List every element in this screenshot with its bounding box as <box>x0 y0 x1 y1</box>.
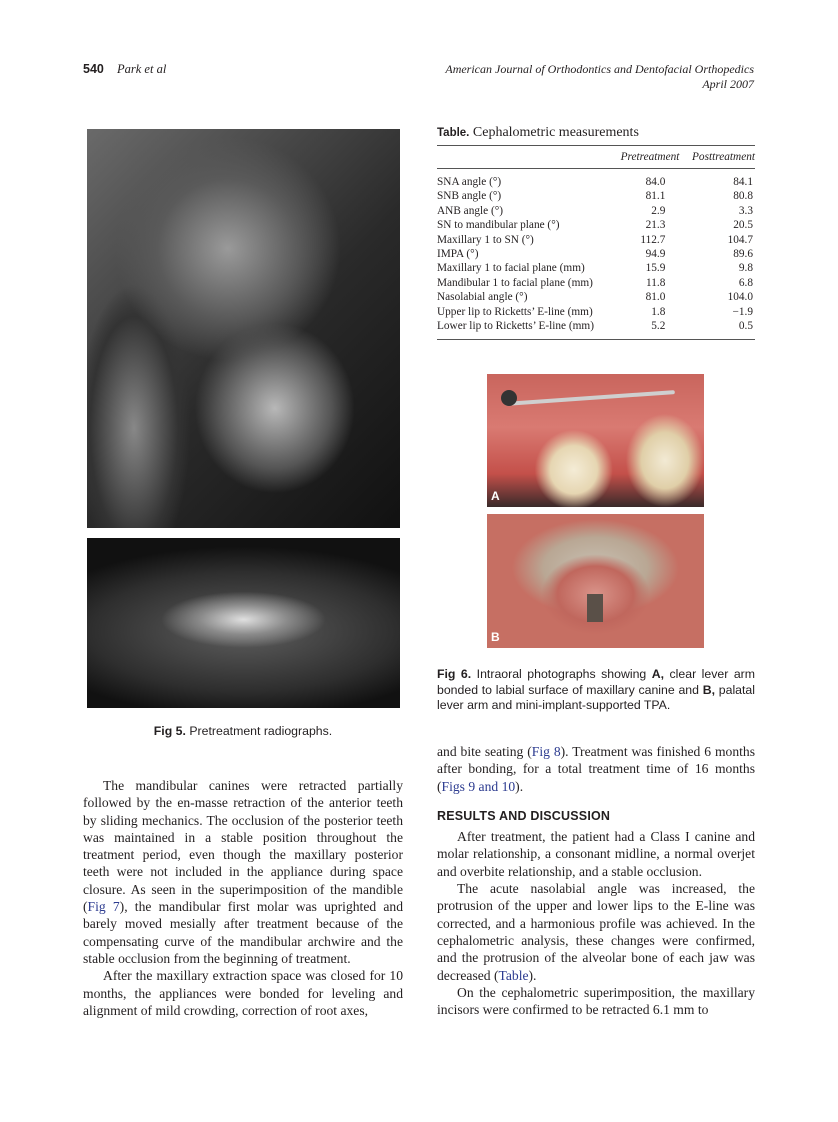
table-cell-pre: 5.2 <box>651 320 666 333</box>
intraoral-photo-b <box>487 514 704 648</box>
table-header-posttreatment: Posttreatment <box>692 151 755 163</box>
mini-implant-tpa <box>587 594 603 622</box>
text: The acute nasolabial angle was increased, the protrusion of the upper and lower lips to the E-line was corrected, and a harmonious profile was achieved. In the cephalometric analysis, these changes were confirmed, and the protrusion of the alveolar bone of each jaw was decreased ( <box>437 881 755 983</box>
table-row <box>437 290 755 304</box>
table-cell-measure: Upper lip to Ricketts’ E-line (mm) <box>437 305 593 318</box>
table-cell-post: 104.7 <box>727 233 753 246</box>
table-cell-measure: SNB angle (°) <box>437 190 502 203</box>
table-cell-post: 6.8 <box>738 276 753 289</box>
paragraph: After treatment, the patient had a Class I canine and molar relationship, a consonant midline, a normal overjet and overbite relationship, and a stable occlusion. <box>437 829 755 879</box>
journal-issue: April 2007 <box>702 77 754 91</box>
fig5-label: Fig 5. <box>153 724 186 738</box>
text: ). <box>528 967 537 983</box>
table-row <box>437 247 755 261</box>
table-cell-post: 3.3 <box>738 204 753 217</box>
running-authors: Park et al <box>117 62 167 76</box>
table-row <box>437 319 755 340</box>
table-row <box>437 233 755 247</box>
table-row <box>437 305 755 319</box>
paragraph: After the maxillary extraction space was closed for 10 months, the appliances were bonded for leveling and alignment of mild crowding, correction of root axes, <box>83 968 403 1018</box>
figs9-10-link[interactable]: Figs 9 and 10 <box>441 778 516 794</box>
table-link[interactable]: Table <box>498 967 529 983</box>
table-cell-pre: 11.8 <box>646 276 666 289</box>
table-cell-pre: 21.3 <box>645 219 666 232</box>
table-cell-post: 104.0 <box>727 291 753 304</box>
table-row <box>437 169 755 190</box>
caption-panel-ref: A, <box>651 667 665 681</box>
table-header-pretreatment: Pretreatment <box>620 151 680 163</box>
lever-arm-knob <box>501 390 517 406</box>
caption-text: palatal lever arm and mini-implant-supported TPA. <box>437 682 755 712</box>
fig7-link[interactable]: Fig 7 <box>87 899 120 915</box>
table-cell-pre: 81.1 <box>645 190 666 203</box>
right-column-body <box>437 743 755 1018</box>
lever-arm <box>505 390 675 406</box>
table-cell-measure: Nasolabial angle (°) <box>437 291 528 304</box>
cephalometric-radiograph <box>87 129 400 528</box>
paragraph: On the cephalometric superimposition, the maxillary incisors were confirmed to be retracted 6.1 mm to <box>437 984 755 1018</box>
text: ). Treatment was finished 6 months after bonding, for a total treatment time of 16 months ( <box>437 744 755 794</box>
table-title <box>437 125 639 141</box>
table-title-text: Cephalometric measurements <box>472 125 639 140</box>
left-column-body <box>83 777 403 1019</box>
table-cell-post: 9.8 <box>738 262 753 275</box>
text: ), the mandibular first molar was uprighted and barely moved mesially after treatment because of the compensating curve of the mandibular archwire and the stable occlusion from the beginning of treatment. <box>83 899 403 966</box>
section-heading: RESULTS AND DISCUSSION <box>437 808 611 823</box>
table-row <box>437 189 755 203</box>
table-row <box>437 261 755 275</box>
table-header-row <box>437 146 755 169</box>
table-row <box>437 218 755 232</box>
panel-label-b: B <box>491 630 500 644</box>
table-row <box>437 276 755 290</box>
panel-label-a: A <box>491 489 500 503</box>
fig5-caption-text: Pretreatment radiographs. <box>189 724 333 738</box>
fig5-caption <box>83 724 403 740</box>
caption-text: Intraoral photographs showing <box>471 667 652 681</box>
panoramic-radiograph <box>87 538 400 708</box>
table-header-measure <box>437 146 613 169</box>
paragraph <box>437 880 755 984</box>
table-cell-pre: 81.0 <box>645 291 666 304</box>
table-cell-measure: Maxillary 1 to SN (°) <box>437 233 534 246</box>
table-cell-pre: 2.9 <box>651 204 666 217</box>
journal-title: American Journal of Orthodontics and Dentofacial Orthopedics <box>445 62 754 76</box>
table-cell-measure: Maxillary 1 to facial plane (mm) <box>437 262 585 275</box>
fig6-label: Fig 6. <box>437 667 472 681</box>
table-cell-post: 89.6 <box>733 248 753 261</box>
cephalometric-table <box>437 145 755 340</box>
table-cell-pre: 84.0 <box>645 176 666 188</box>
running-journal <box>445 62 754 92</box>
table-cell-pre: 94.9 <box>645 248 666 261</box>
text: and bite seating ( <box>437 744 532 759</box>
table-cell-post: 20.5 <box>733 219 753 232</box>
table-cell-measure: SN to mandibular plane (°) <box>437 219 560 232</box>
paragraph <box>437 743 755 795</box>
caption-text: clear lever arm bonded to labial surface of maxillary canine and <box>437 667 755 697</box>
table-cell-post: 84.1 <box>733 176 753 188</box>
caption-panel-ref: B, <box>702 682 716 697</box>
table-cell-pre: 1.8 <box>651 305 666 318</box>
paragraph <box>83 777 403 967</box>
fig6-caption <box>437 667 755 714</box>
table-row <box>437 204 755 218</box>
table-cell-measure: ANB angle (°) <box>437 204 504 217</box>
table-cell-measure: SNA angle (°) <box>437 176 502 188</box>
table-cell-pre: 15.9 <box>645 262 666 275</box>
table-cell-post: −1.9 <box>732 305 753 318</box>
table-cell-measure: Mandibular 1 to facial plane (mm) <box>437 276 593 289</box>
table-cell-measure: IMPA (°) <box>437 248 479 261</box>
table-cell-post: 0.5 <box>738 320 753 333</box>
fig8-link[interactable]: Fig 8 <box>531 744 561 759</box>
table-cell-pre: 112.7 <box>640 233 666 246</box>
table-cell-measure: Lower lip to Ricketts’ E-line (mm) <box>437 320 594 333</box>
table-cell-post: 80.8 <box>733 190 753 203</box>
page-number: 540 <box>83 62 104 76</box>
text: ). <box>515 778 524 794</box>
text: The mandibular canines were retracted partially followed by the en-masse retraction of the anterior teeth by sliding mechanics. The occlusion of the posterior teeth was maintained in a stable position throughout the treatment period, even though the maxillary posterior teeth were not included in the appliance during space closure. As seen in the superimposition of the mandible ( <box>83 778 403 915</box>
table-label: Table. <box>437 127 470 139</box>
intraoral-photo-a <box>487 374 704 507</box>
